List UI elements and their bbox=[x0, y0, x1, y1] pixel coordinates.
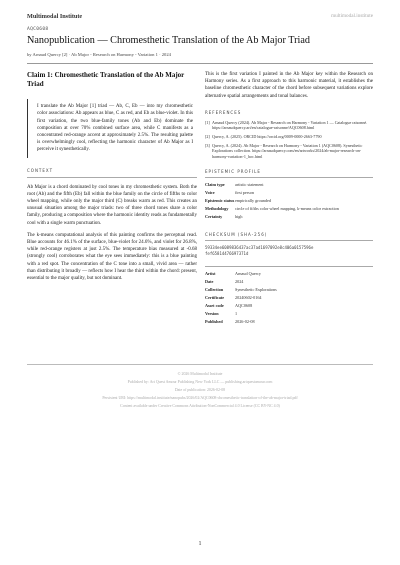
epistemic-divider bbox=[205, 177, 373, 178]
field-value: 20240602-0164 bbox=[235, 294, 262, 300]
field-key: Artist bbox=[205, 270, 216, 276]
metadata-table bbox=[205, 271, 277, 327]
brand-domain[interactable]: multimodal.institute bbox=[331, 13, 373, 19]
field-value: 2026-02-08 bbox=[235, 318, 255, 324]
field-key: Certainty bbox=[205, 214, 223, 220]
field-value: high bbox=[235, 214, 243, 220]
reference-number: [1] bbox=[205, 119, 210, 125]
reference-text[interactable]: Arnaud Quercy (2024). Ab Major - Research on Harmony - Variation 1 — Catalogue raisonné. https://arnaudquercy.art/en/catalogue-raisonne/AQC0608.html bbox=[212, 119, 368, 131]
meta-divider bbox=[205, 266, 373, 267]
reference-item[interactable] bbox=[205, 120, 373, 131]
claim-title: Claim 1: Chromesthetic Translation of the Ab Major Triad bbox=[27, 71, 185, 88]
epistemic-label: EPISTEMIC PROFILE bbox=[205, 169, 261, 175]
field-key: Voice bbox=[205, 190, 215, 196]
field-value: Synesthetic Explorations bbox=[235, 286, 277, 292]
table-row bbox=[205, 295, 277, 303]
footer-uri[interactable]: Persistent URI: https://multimodal.institute/nanopubs/2026/02/AQC0608-chromesthetic-translation-of-the-ab-major-triad.pdf bbox=[102, 396, 298, 400]
footer-publisher[interactable]: Published by: Art Quest Amour Publishing New York LLC — publishing.artquestamour.com bbox=[127, 380, 273, 384]
field-value: first person bbox=[235, 190, 254, 196]
claim-quote: I translate the Ab Major [1] triad — Ab, C, Eb — into my chromesthetic color associations: Ab appears as blue, C as red, and Eb as blue-violet. In this first variation, the two blue-family tones (Ab and Eb) dominate the composition at over 70% combined surface area, while C manifests as a concentrated red-orange accent at approximately 2.5%. The resulting palette is overwhelmingly cool, reflecting the harmonic character of Ab Major as I perceive it synesthetically. bbox=[27, 99, 197, 157]
field-value: empirically grounded bbox=[235, 198, 271, 204]
references-label: REFERENCES bbox=[205, 109, 242, 115]
table-row bbox=[205, 271, 277, 279]
context-paragraph-1: Ab Major is a chord dominated by cool tones in my chromesthetic system. Both the root (Ab) and the fifth (Eb) fall within the blue family on the circle of fifths to color wheel mapping, while only the major third (C) breaks warm as red. This creates an unusual situation among the major triads: two of three chord tones share a color family, producing a composition where the harmonic identity reads as fundamentally cool with a single warm punctuation. bbox=[27, 184, 197, 226]
field-value: AQC0608 bbox=[235, 302, 253, 308]
table-row bbox=[205, 198, 339, 206]
table-row bbox=[205, 206, 339, 214]
footer-date: Date of publication: 2026-02-08 bbox=[174, 388, 226, 392]
checksum-divider bbox=[205, 240, 373, 241]
table-row bbox=[205, 303, 277, 311]
reference-item[interactable] bbox=[205, 134, 373, 140]
reference-text[interactable]: Quercy, A. (2024). Ab Major - Research on Harmony - Variation 1 (AQC0608). Synesthetic Explorations collection. https://arnaudquercy.com/en/artworks/2024/ab-major-research-on-harmony-variation-1_hoc.html bbox=[212, 142, 363, 159]
field-key: Version bbox=[205, 310, 219, 316]
header-divider bbox=[27, 63, 373, 64]
table-row bbox=[205, 319, 277, 327]
field-key: Methodology bbox=[205, 206, 229, 212]
reference-number: [2] bbox=[205, 134, 210, 139]
field-value: Arnaud Quercy bbox=[235, 270, 261, 276]
reference-item[interactable] bbox=[205, 143, 373, 160]
field-value: artistic statement bbox=[235, 182, 264, 188]
context-divider bbox=[27, 177, 197, 178]
left-column bbox=[27, 71, 197, 287]
reference-text[interactable]: Quercy, A. (2025). ORCID https://orcid.org/0009-0000-2663-7790 bbox=[212, 134, 322, 139]
table-row bbox=[205, 190, 339, 198]
field-key: Asset code bbox=[205, 302, 224, 308]
table-row bbox=[205, 287, 277, 295]
brand-name: Multimodal Institute bbox=[27, 13, 83, 20]
footer-license: Content available under Creative Commons Attribution-NonCommercial 4.0 License (CC BY-NC 4.0) bbox=[120, 404, 280, 408]
checksum-label: CHECKSUM (SHA-256) bbox=[205, 232, 268, 238]
field-key: Published bbox=[205, 318, 223, 324]
field-value: 2024 bbox=[235, 278, 244, 284]
field-key: Certificate bbox=[205, 294, 225, 300]
page-number: 1 bbox=[198, 541, 202, 547]
footer-copyright: © 2026 Multimodal Institute bbox=[177, 372, 223, 376]
byline: by Arnaud Quercy [2] · Ab Major - Research on Harmony - Variation 1 · 2024 bbox=[27, 52, 171, 57]
page-footer bbox=[27, 364, 373, 410]
table-row bbox=[205, 182, 339, 190]
context-paragraph-2: The k-means computational analysis of this painting confirms the perceptual read. Blue accounts for 46.1% of the surface, blue-violet for 24.6%, and violet for 26.8%, while red-orange registers at just 2.5%. The temperature bias measured at -0.68 (strongly cool) corroborates what the eye sees immediately: this is a blue painting with a red spot. The concentration of the C tone into a small, vivid area — rather than distributing it broadly — reflects how I hear the third within the chord: present, essential to the major quality, but not dominant. bbox=[27, 232, 197, 282]
reference-number: [3] bbox=[205, 142, 210, 148]
epistemic-table bbox=[205, 182, 339, 222]
field-key: Collection bbox=[205, 286, 224, 292]
intro-paragraph: This is the first variation I painted in the Ab Major key within the Research on Harmony series. As a first approach to this harmonic material, it establishes the baseline chromesthetic character of the chord before subsequent variations explore alternative spatial arrangements and tonal balances. bbox=[205, 72, 373, 99]
table-row bbox=[205, 311, 277, 319]
field-key: Epistemic status bbox=[205, 198, 235, 204]
checksum-value: 59334ee6089836437ac37ad1697092e8c406a0157596efef65814476697371d bbox=[205, 245, 314, 256]
context-label: CONTEXT bbox=[27, 167, 54, 173]
page-title: Nanopublication — Chromesthetic Translation of the Ab Major Triad bbox=[27, 35, 310, 46]
field-value: 1 bbox=[235, 310, 238, 316]
table-row bbox=[205, 214, 339, 222]
field-key: Claim type bbox=[205, 182, 225, 188]
field-key: Date bbox=[205, 278, 214, 284]
top-bar bbox=[27, 13, 373, 23]
table-row bbox=[205, 279, 277, 287]
asset-code: AQC0608 bbox=[27, 27, 49, 32]
field-value: circle of fifths color wheel mapping, k-means color extraction bbox=[235, 206, 339, 212]
right-column bbox=[205, 71, 373, 327]
references-list bbox=[205, 120, 373, 160]
